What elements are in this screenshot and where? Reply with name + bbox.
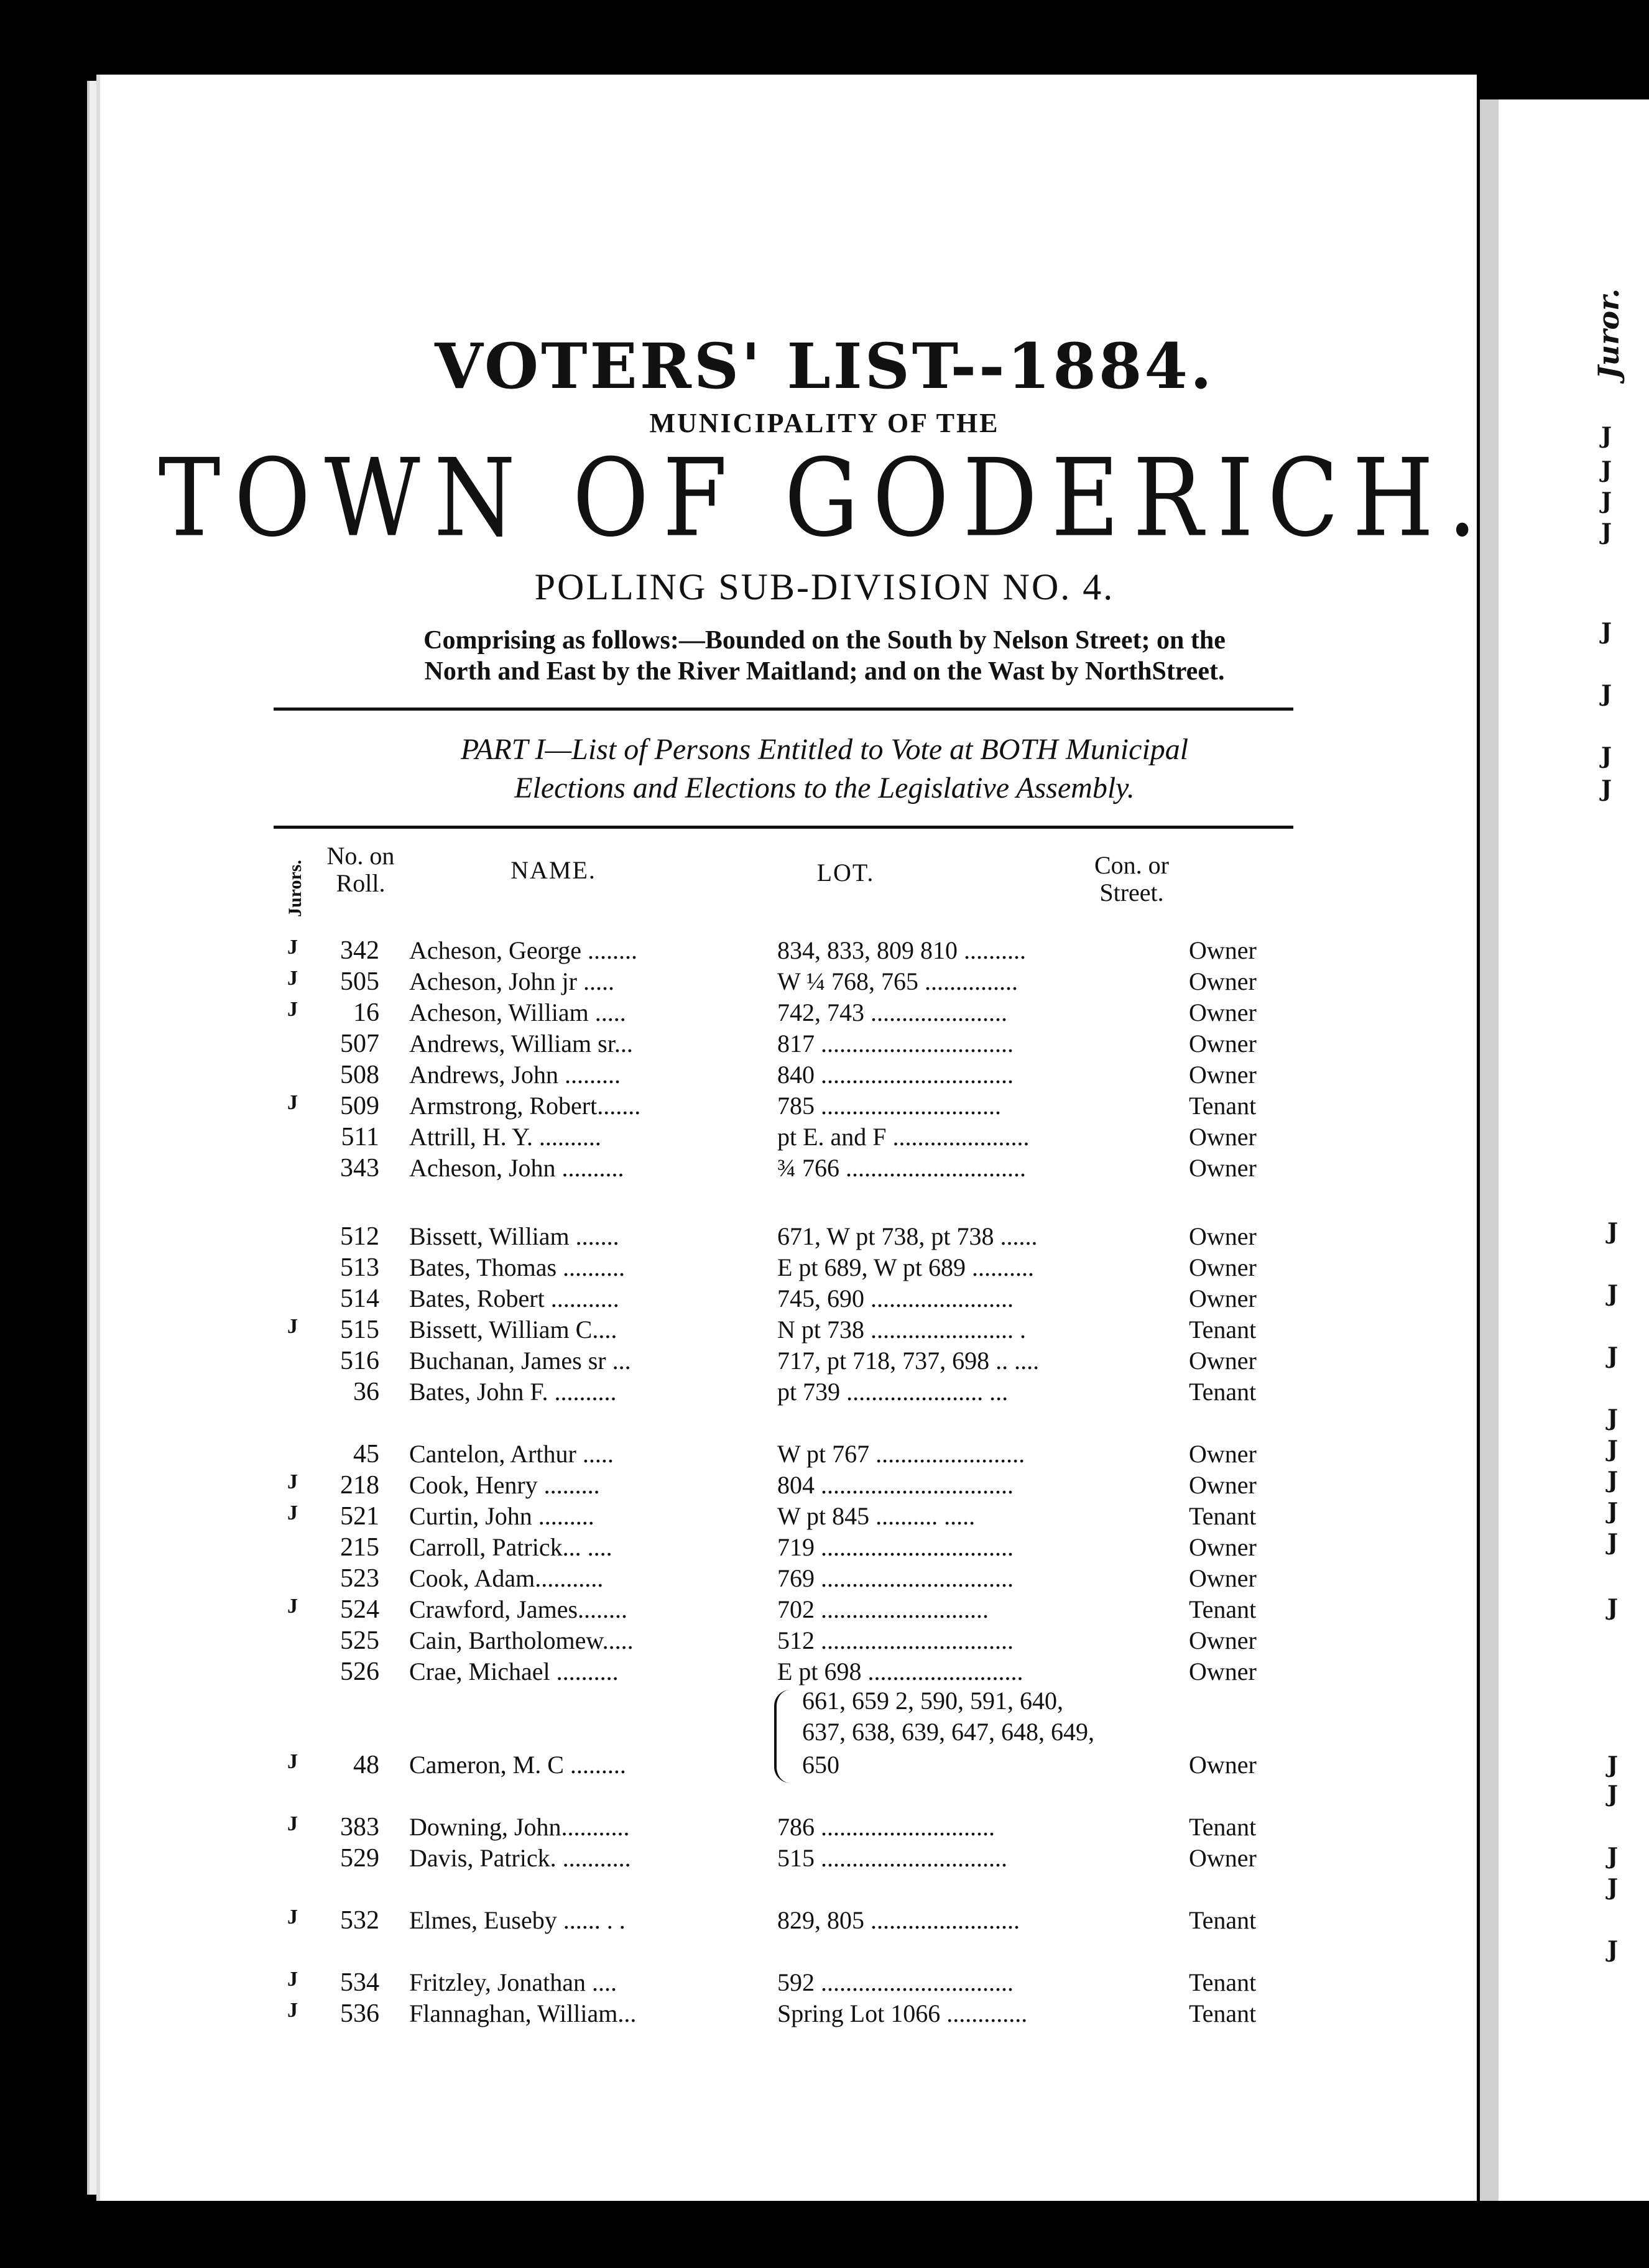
voter-name: Cantelon, Arthur .....	[409, 1440, 614, 1468]
lot-brace	[774, 1690, 793, 1783]
tenure-type: Tenant	[1189, 1999, 1257, 2027]
voter-name: Cook, Henry .........	[409, 1471, 600, 1499]
voter-name: Curtin, John .........	[409, 1502, 594, 1530]
tenure-type: Owner	[1189, 1564, 1257, 1592]
town-name: TOWN OF GODERICH.	[158, 436, 1491, 561]
adjacent-mark: J	[1607, 1281, 1619, 1307]
lot-description: W pt 767 ........................	[777, 1440, 1025, 1468]
tenure-type: Owner	[1189, 998, 1257, 1026]
part-line-2: Elections and Elections to the Legislative Assembly.	[514, 772, 1135, 804]
juror-mark: J	[287, 1501, 298, 1524]
municipality-line: MUNICIPALITY OF THE	[649, 408, 1000, 438]
tenure-type: Tenant	[1189, 1813, 1257, 1841]
roll-number: 514	[340, 1284, 379, 1313]
roll-number: 525	[340, 1626, 379, 1655]
roll-number: 526	[340, 1657, 379, 1686]
jurors-column-header: Jurors.	[285, 860, 305, 917]
adjacent-mark: J	[1607, 1595, 1619, 1621]
roll-header-line-2: Roll.	[336, 869, 386, 897]
boundary-line-2: North and East by the River Maitland; and on the Wast by NorthStreet.	[424, 657, 1225, 686]
roll-number: 516	[340, 1347, 379, 1375]
lot-description: pt E. and F ......................	[777, 1123, 1030, 1151]
boundary-line-1: Comprising as follows:—Bounded on the South by Nelson Street; on the	[423, 626, 1226, 655]
lot-description: 834, 833, 809 810 ..........	[777, 936, 1026, 964]
adjacent-mark: J	[1607, 1498, 1619, 1524]
tenure-type: Owner	[1189, 936, 1257, 964]
tenure-type: Owner	[1189, 1253, 1257, 1281]
tenure-type: Tenant	[1189, 1595, 1257, 1623]
roll-number: 515	[340, 1316, 379, 1344]
tenure-type: Owner	[1189, 1751, 1257, 1779]
voter-name: Davis, Patrick. ...........	[409, 1844, 631, 1872]
tenure-type: Owner	[1189, 1533, 1257, 1561]
voter-name: Downing, John...........	[409, 1813, 630, 1841]
roll-number: 536	[340, 1999, 379, 2028]
lot-description: E pt 689, W pt 689 ..........	[777, 1253, 1034, 1281]
tenure-type: Owner	[1189, 967, 1257, 995]
voter-name: Bates, Thomas ..........	[409, 1253, 626, 1281]
roll-number: 505	[340, 967, 379, 996]
roll-column-header	[314, 842, 407, 897]
adjacent-mark: J	[1601, 488, 1612, 514]
roll-number: 513	[340, 1253, 379, 1282]
lot-description: 719 ...............................	[777, 1533, 1014, 1561]
lot-description: N pt 738 ....................... .	[777, 1316, 1026, 1344]
lot-description: 592 ...............................	[777, 1968, 1014, 1996]
tenure-type: Owner	[1189, 1030, 1257, 1058]
juror-mark: J	[287, 1750, 298, 1773]
voter-name: Armstrong, Robert.......	[409, 1092, 641, 1120]
roll-number: 343	[340, 1154, 379, 1182]
voter-name: Bissett, William C....	[409, 1316, 617, 1344]
voter-name: Attrill, H. Y. ..........	[409, 1123, 601, 1151]
tenure-type: Tenant	[1189, 1316, 1257, 1344]
adjacent-mark: J	[1601, 457, 1612, 483]
roll-number: 521	[340, 1502, 379, 1531]
lot-description: 702 ...........................	[777, 1595, 989, 1623]
voter-name: Crae, Michael ..........	[409, 1657, 619, 1685]
voter-name: Flannaghan, William...	[409, 1999, 637, 2027]
cameron-lots-line-2: 637, 638, 639, 647, 648, 649,	[802, 1718, 1094, 1746]
adjacent-mark: J	[1607, 1529, 1619, 1556]
roll-number: 529	[340, 1844, 379, 1873]
adjacent-mark: J	[1601, 776, 1612, 802]
con-street-column-header	[1069, 852, 1194, 906]
tenure-type: Tenant	[1189, 1968, 1257, 1996]
roll-number: 36	[353, 1378, 379, 1406]
lot-description: 745, 690 .......................	[777, 1284, 1014, 1312]
adjacent-mark: J	[1607, 1843, 1619, 1869]
lot-description: W pt 845 .......... .....	[777, 1502, 976, 1530]
juror-mark: J	[287, 1812, 298, 1835]
juror-mark: J	[287, 1470, 298, 1493]
lot-description: 512 ...............................	[777, 1626, 1014, 1654]
lot-description: E pt 698 .........................	[777, 1657, 1023, 1685]
adjacent-page-heading: Juror.	[1592, 288, 1625, 379]
roll-number: 523	[340, 1564, 379, 1593]
tenure-type: Owner	[1189, 1347, 1257, 1375]
voter-name: Buchanan, James sr ...	[409, 1347, 631, 1375]
part-line-1: PART I—List of Persons Entitled to Vote at BOTH Municipal	[460, 733, 1189, 766]
adjacent-mark: J	[1601, 743, 1612, 769]
roll-number: 48	[353, 1751, 379, 1779]
lot-description: 786 ............................	[777, 1813, 995, 1841]
adjacent-mark: J	[1601, 519, 1612, 545]
adjacent-mark: J	[1607, 1937, 1619, 1963]
lot-description: 785 .............................	[777, 1092, 1001, 1120]
roll-number: 508	[340, 1061, 379, 1089]
juror-mark: J	[287, 967, 298, 990]
voter-name: Acheson, John ..........	[409, 1154, 624, 1182]
roll-number: 534	[340, 1968, 379, 1997]
voter-name: Andrews, John .........	[409, 1061, 621, 1089]
cameron-lots-line-1: 661, 659 2, 590, 591, 640,	[802, 1687, 1063, 1715]
lot-description: 804 ...............................	[777, 1471, 1014, 1499]
juror-mark: J	[287, 1968, 298, 1991]
roll-number: 218	[340, 1471, 379, 1500]
list-title: VOTERS' LIST--1884.	[435, 330, 1214, 403]
lot-description: 671, W pt 738, pt 738 ......	[777, 1222, 1038, 1250]
roll-number: 532	[340, 1906, 379, 1935]
tenure-type: Owner	[1189, 1844, 1257, 1872]
lot-column-header: LOT.	[816, 859, 875, 887]
lot-description: 717, pt 718, 737, 698 .. ....	[777, 1347, 1040, 1375]
adjacent-mark: J	[1607, 1405, 1619, 1431]
roll-number: 509	[340, 1092, 379, 1120]
con-header-line-2: Street.	[1099, 878, 1164, 906]
juror-mark: J	[287, 1315, 298, 1338]
lot-description: 829, 805 ........................	[777, 1906, 1020, 1934]
lot-description: Spring Lot 1066 .............	[777, 1999, 1028, 2027]
adjacent-mark: J	[1607, 1874, 1619, 1901]
tenure-type: Tenant	[1189, 1502, 1257, 1530]
voter-name: Elmes, Euseby ...... . .	[409, 1906, 626, 1934]
tenure-type: Owner	[1189, 1123, 1257, 1151]
roll-header-line-1: No. on	[326, 842, 395, 870]
voter-name: Acheson, George ........	[409, 936, 637, 964]
lot-description: W ¼ 768, 765 ...............	[777, 967, 1018, 995]
adjacent-mark: J	[1601, 681, 1612, 707]
roll-number: 511	[341, 1123, 379, 1151]
roll-number: 215	[340, 1533, 379, 1562]
tenure-type: Owner	[1189, 1222, 1257, 1250]
adjacent-mark: J	[1601, 619, 1612, 645]
adjacent-mark: J	[1607, 1781, 1619, 1807]
tenure-type: Owner	[1189, 1061, 1257, 1089]
roll-number: 383	[340, 1813, 379, 1842]
tenure-type: Owner	[1189, 1657, 1257, 1685]
lot-description: 840 ...............................	[777, 1061, 1014, 1089]
tenure-type: Tenant	[1189, 1378, 1257, 1406]
tenure-type: Owner	[1189, 1284, 1257, 1312]
roll-number: 16	[353, 998, 379, 1027]
tenure-type: Owner	[1189, 1626, 1257, 1654]
adjacent-mark: J	[1607, 1343, 1619, 1369]
voter-name: Cook, Adam...........	[409, 1564, 604, 1592]
part-rule	[274, 826, 1293, 829]
voter-name: Bissett, William .......	[409, 1222, 619, 1250]
voter-name: Fritzley, Jonathan ....	[409, 1968, 617, 1996]
boundary-description	[0, 625, 1649, 687]
lot-description: 817 ...............................	[777, 1030, 1014, 1058]
juror-mark: J	[287, 936, 298, 959]
voter-name: Bates, John F. ..........	[409, 1378, 617, 1406]
juror-mark: J	[287, 1595, 298, 1618]
juror-mark: J	[287, 1999, 298, 2022]
lot-description: 742, 743 ......................	[777, 998, 1007, 1026]
roll-number: 512	[340, 1222, 379, 1251]
cameron-lots-line-3: 650	[802, 1751, 839, 1779]
header-rule	[274, 708, 1293, 711]
roll-number: 524	[340, 1595, 379, 1624]
name-column-header: NAME.	[510, 856, 596, 884]
lot-description: 515 ..............................	[777, 1844, 1007, 1872]
juror-mark: J	[287, 998, 298, 1021]
tenure-type: Tenant	[1189, 1906, 1257, 1934]
polling-division: POLLING SUB-DIVISION NO. 4.	[534, 566, 1115, 607]
adjacent-mark: J	[1607, 1219, 1619, 1245]
tenure-type: Owner	[1189, 1471, 1257, 1499]
adjacent-mark: J	[1607, 1436, 1619, 1462]
juror-mark: J	[287, 1906, 298, 1929]
voter-name: Cain, Bartholomew.....	[409, 1626, 634, 1654]
voter-name: Cameron, M. C .........	[409, 1751, 626, 1779]
adjacent-mark: J	[1607, 1752, 1619, 1778]
juror-mark: J	[287, 1091, 298, 1114]
tenure-type: Owner	[1189, 1154, 1257, 1182]
voter-name: Acheson, William .....	[409, 998, 626, 1026]
roll-number: 45	[353, 1440, 379, 1468]
voter-name: Andrews, William sr...	[409, 1030, 633, 1058]
voter-name: Bates, Robert ...........	[409, 1284, 619, 1312]
roll-number: 507	[340, 1030, 379, 1058]
adjacent-mark: J	[1601, 423, 1612, 449]
voter-name: Carroll, Patrick... ....	[409, 1533, 612, 1561]
con-header-line-1: Con. or	[1094, 851, 1169, 879]
lot-description: ¾ 766 .............................	[777, 1154, 1026, 1182]
voter-name: Acheson, John jr .....	[409, 967, 614, 995]
voter-name: Crawford, James........	[409, 1595, 628, 1623]
tenure-type: Tenant	[1189, 1092, 1257, 1120]
tenure-type: Owner	[1189, 1440, 1257, 1468]
lot-description: 769 ...............................	[777, 1564, 1014, 1592]
lot-description: pt 739 ...................... ...	[777, 1378, 1009, 1406]
roll-number: 342	[340, 936, 379, 965]
part-heading	[0, 731, 1649, 808]
adjacent-mark: J	[1607, 1467, 1619, 1493]
